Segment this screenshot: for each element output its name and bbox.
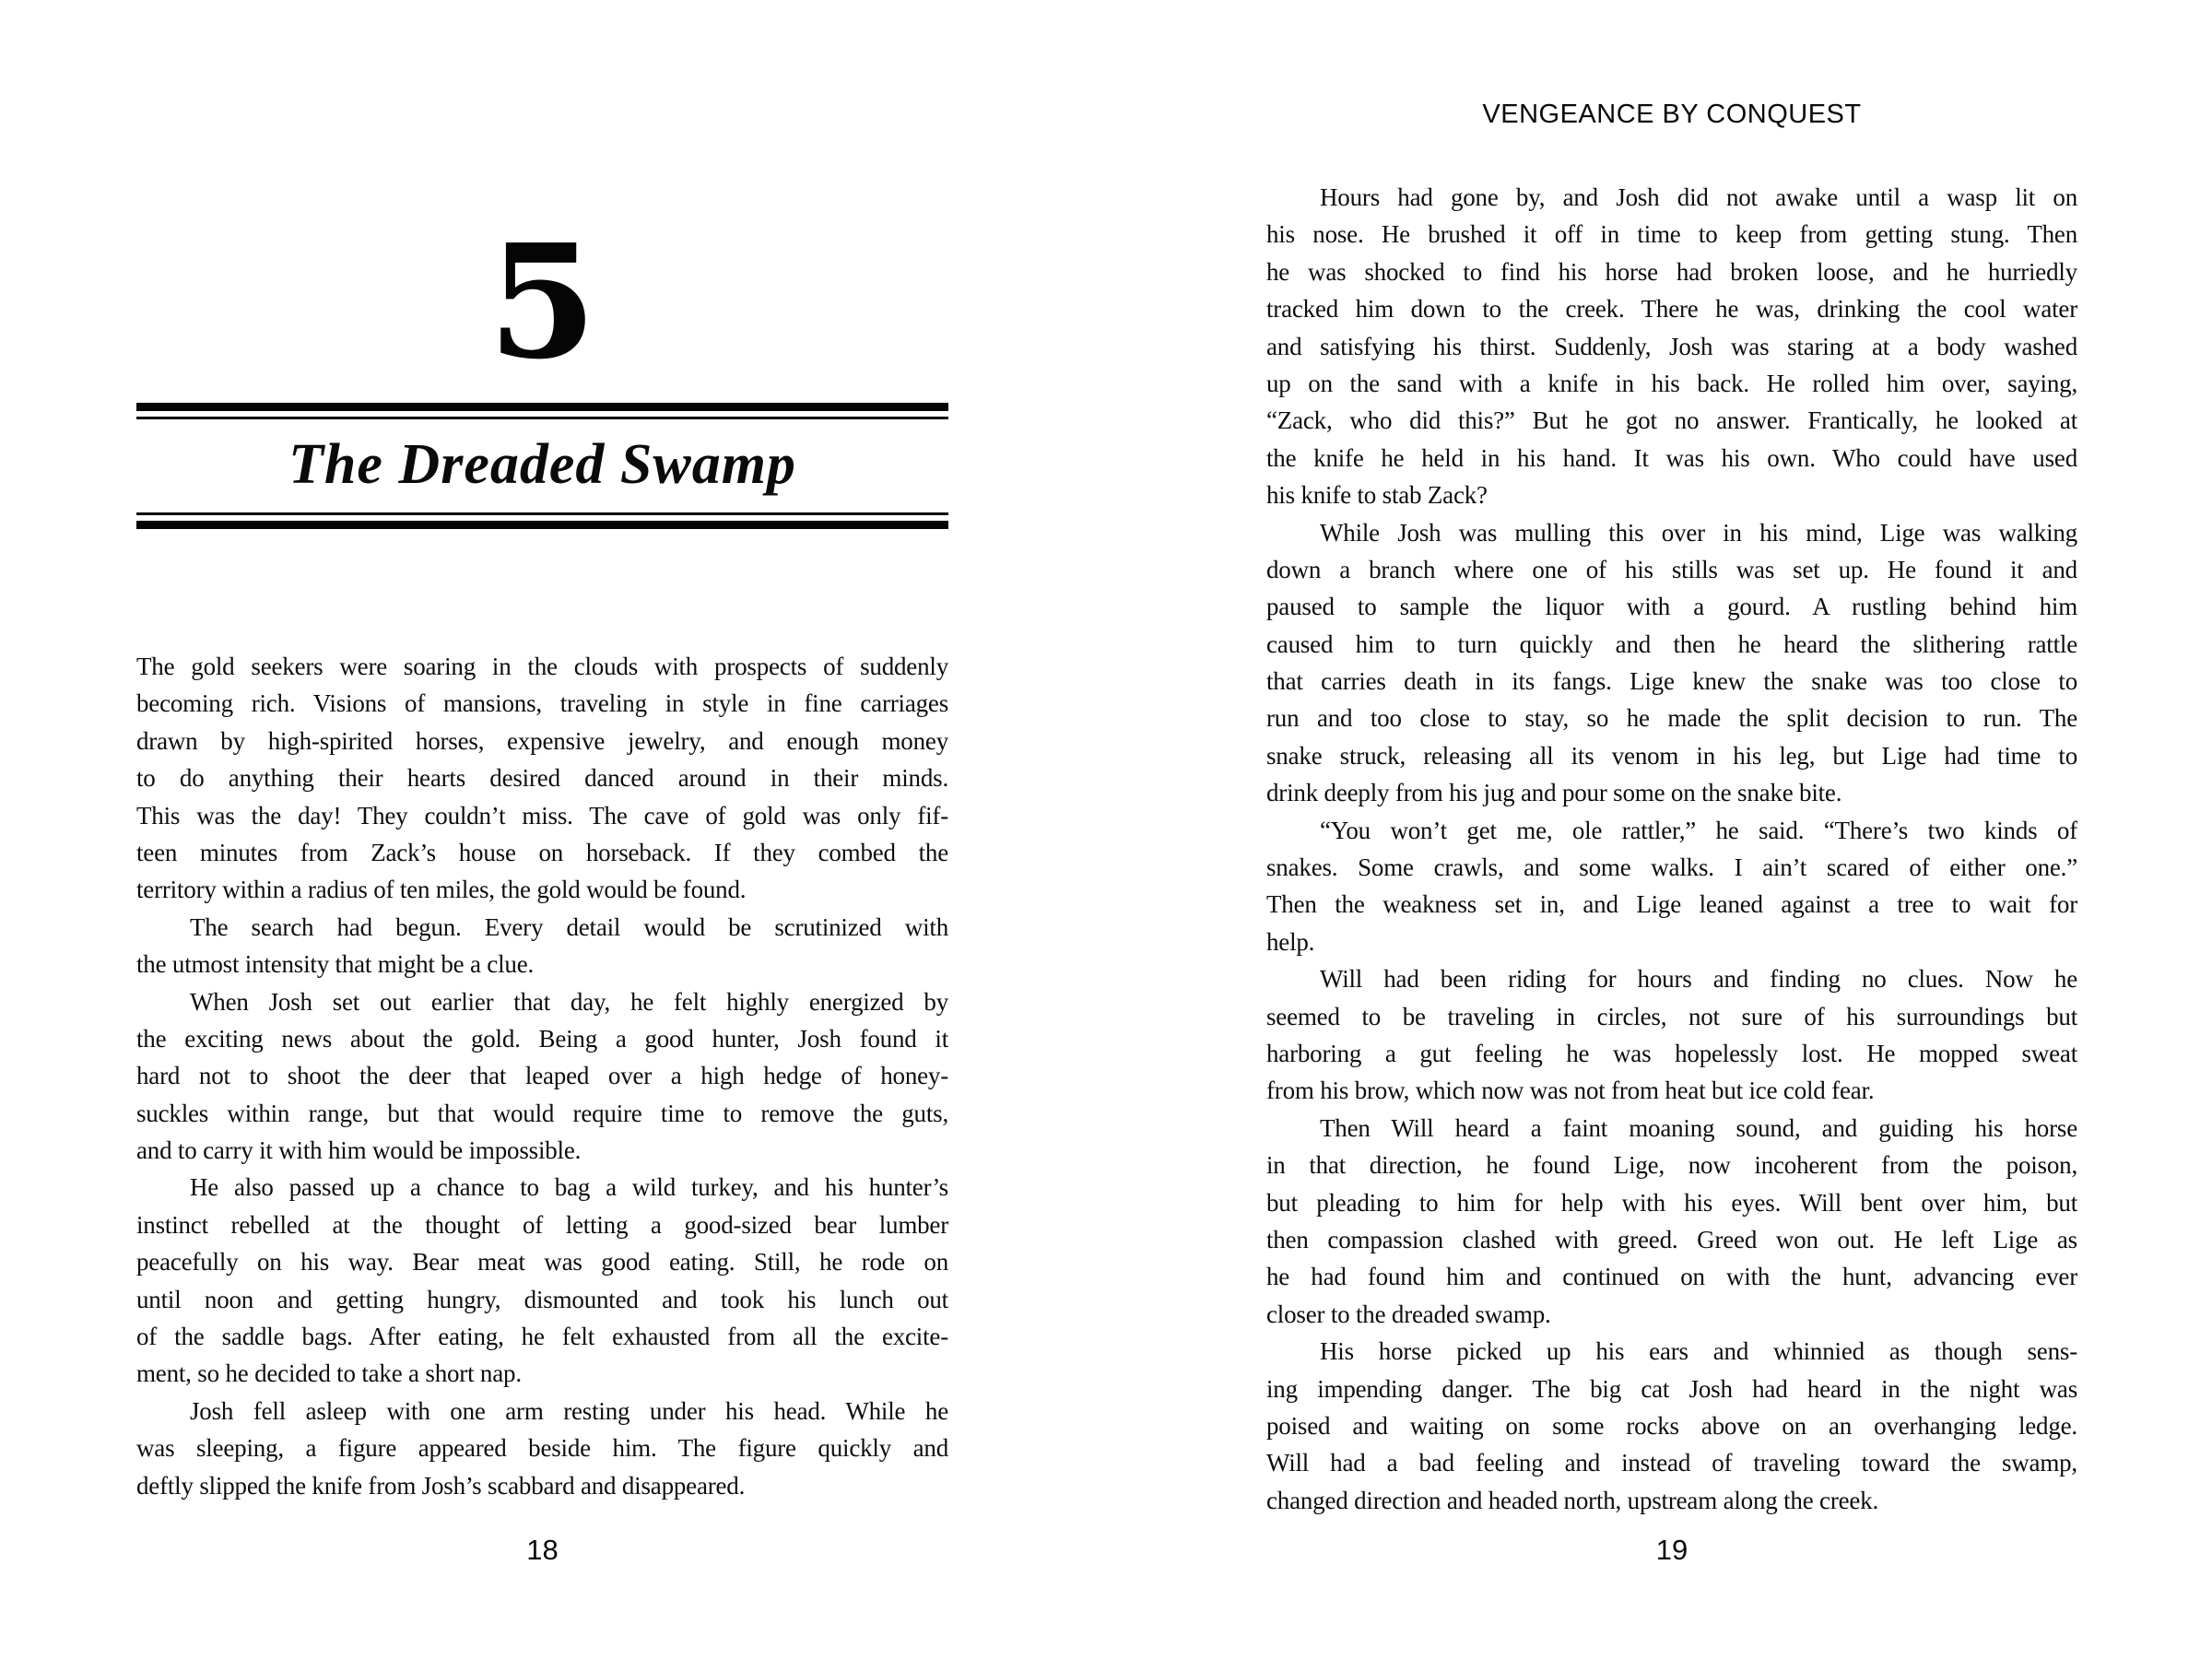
page-right	[1266, 0, 2077, 1659]
text-line: Hours had gone by, and Josh did not awake until a wasp lit on	[1320, 183, 2077, 211]
text-line: closer to the dreaded swamp.	[1266, 1300, 1551, 1328]
text-line: Then Will heard a faint moaning sound, and guiding his horse	[1320, 1113, 2077, 1142]
text-line: When Josh set out earlier that day, he felt highly energized by	[190, 987, 948, 1016]
text-line: run and too close to stay, so he made the split decision to run. The	[1266, 704, 2077, 733]
text-line: “Zack, who did this?” But he got no answer. Frantically, he looked at	[1266, 406, 2077, 435]
page-body-right	[1266, 179, 2077, 1519]
text-line: that carries death in its fangs. Lige knew the snake was too close to	[1266, 667, 2077, 696]
text-line: Josh fell asleep with one arm resting under his head. While he	[190, 1396, 948, 1425]
text-line: but pleading to him for help with his eyes. Will bent over him, but	[1266, 1188, 2077, 1217]
text-line: This was the day! They couldn’t miss. The cave of gold was only fif-	[136, 801, 948, 830]
text-line: snake struck, releasing all its venom in his leg, but Lige had time to	[1266, 741, 2077, 770]
text-line: snakes. Some crawls, and some walks. I ain’t scared of either one.”	[1266, 853, 2077, 882]
text-line: down a branch where one of his stills was set up. He found it and	[1266, 555, 2077, 583]
text-line: teen minutes from Zack’s house on horseback. If they combed the	[136, 838, 948, 866]
text-line: he was shocked to find his horse had broken loose, and he hurriedly	[1266, 257, 2077, 286]
text-line: he had found him and continued on with the hunt, advancing ever	[1266, 1263, 2077, 1291]
text-line: then compassion clashed with greed. Greed won out. He left Lige as	[1266, 1225, 2077, 1253]
text-line: ment, so he decided to take a short nap.	[136, 1359, 522, 1388]
text-line: harboring a gut feeling he was hopelessly lost. He mopped sweat	[1266, 1039, 2077, 1067]
text-line: until noon and getting hungry, dismounted and took his lunch out	[136, 1285, 948, 1313]
text-line: changed direction and headed north, upstream along the creek.	[1266, 1486, 1879, 1514]
text-line: instinct rebelled at the thought of letting a good-sized bear lumber	[136, 1210, 948, 1239]
running-header: VENGEANCE BY CONQUEST	[1482, 100, 1862, 129]
text-line: The gold seekers were soaring in the clouds with prospects of suddenly	[136, 653, 948, 680]
text-line: and satisfying his thirst. Suddenly, Josh was staring at a body washed	[1266, 332, 2077, 360]
text-line: The search had begun. Every detail would be scrutinized with	[190, 912, 948, 941]
text-line: suckles within range, but that would require time to remove the guts,	[136, 1099, 948, 1127]
text-line: ing impending danger. The big cat Josh had heard in the night was	[1266, 1374, 2077, 1403]
text-line: and to carry it with him would be impossible.	[136, 1136, 582, 1165]
text-line: poised and waiting on some rocks above on an overhanging ledge.	[1266, 1411, 2077, 1440]
text-line: the exciting news about the gold. Being a good hunter, Josh found it	[136, 1024, 948, 1053]
page-number-left: 18	[526, 1534, 559, 1566]
text-line: Will had been riding for hours and finding no clues. Now he	[1320, 965, 2077, 994]
text-line: paused to sample the liquor with a gourd. A rustling behind him	[1266, 593, 2077, 621]
text-line: peacefully on his way. Bear meat was good eating. Still, he rode on	[136, 1248, 948, 1277]
double-rule-bottom	[136, 512, 948, 529]
text-line: up on the sand with a knife in his back. He rolled him over, saying,	[1266, 369, 2077, 397]
text-line: to do anything their hearts desired danced around in their minds.	[136, 764, 948, 793]
text-line: becoming rich. Visions of mansions, traveling in style in fine carriages	[136, 689, 948, 718]
text-line: drawn by high-spirited horses, expensive jewelry, and enough money	[136, 726, 948, 755]
text-line: help.	[1266, 927, 1315, 956]
text-line: Will had a bad feeling and instead of traveling toward the swamp,	[1266, 1449, 2077, 1477]
text-line: from his brow, which now was not from heat but ice cold fear.	[1266, 1077, 1875, 1105]
page-number-right: 19	[1655, 1534, 1688, 1566]
chapter-number: 5	[488, 210, 597, 394]
rule-thick	[136, 403, 948, 411]
text-line: drink deeply from his jug and pour some on the snake bite.	[1266, 779, 1842, 807]
text-line: in that direction, he found Lige, now incoherent from the poison,	[1266, 1151, 2077, 1180]
text-line: His horse picked up his ears and whinnied as though sens-	[1320, 1337, 2077, 1366]
rule-thick	[136, 521, 948, 529]
text-line: the knife he held in his hand. It was his own. Who could have used	[1266, 443, 2077, 472]
text-line: “You won’t get me, ole rattler,” he said. “There’s two kinds of	[1320, 816, 2077, 844]
text-line: his nose. He brushed it off in time to keep from getting stung. Then	[1266, 220, 2077, 249]
text-line: was sleeping, a figure appeared beside him. The figure quickly and	[136, 1434, 948, 1463]
text-line: of the saddle bags. After eating, he felt exhausted from all the excite-	[136, 1323, 948, 1351]
chapter-title: The Dreaded Swamp	[288, 433, 796, 496]
text-line: his knife to stab Zack?	[1266, 481, 1488, 510]
text-line: While Josh was mulling this over in his mind, Lige was walking	[1320, 518, 2077, 547]
text-line: He also passed up a chance to bag a wild turkey, and his hunter’s	[190, 1173, 948, 1202]
text-line: seemed to be traveling in circles, not sure of his surroundings but	[1266, 1002, 2077, 1030]
page-body-left	[136, 648, 948, 1504]
text-line: deftly slipped the knife from Josh’s scabbard and disappeared.	[136, 1471, 746, 1500]
text-line: caused him to turn quickly and then he heard the slithering rattle	[1266, 629, 2077, 658]
page-left	[136, 0, 948, 1659]
text-line: Then the weakness set in, and Lige leaned against a tree to wait for	[1266, 890, 2077, 919]
text-line: hard not to shoot the deer that leaped over a high hedge of honey-	[136, 1062, 948, 1090]
text-line: territory within a radius of ten miles, the gold would be found.	[136, 876, 747, 904]
text-line: tracked him down to the creek. There he was, drinking the cool water	[1266, 295, 2077, 324]
text-line: the utmost intensity that might be a clue.	[136, 950, 535, 979]
